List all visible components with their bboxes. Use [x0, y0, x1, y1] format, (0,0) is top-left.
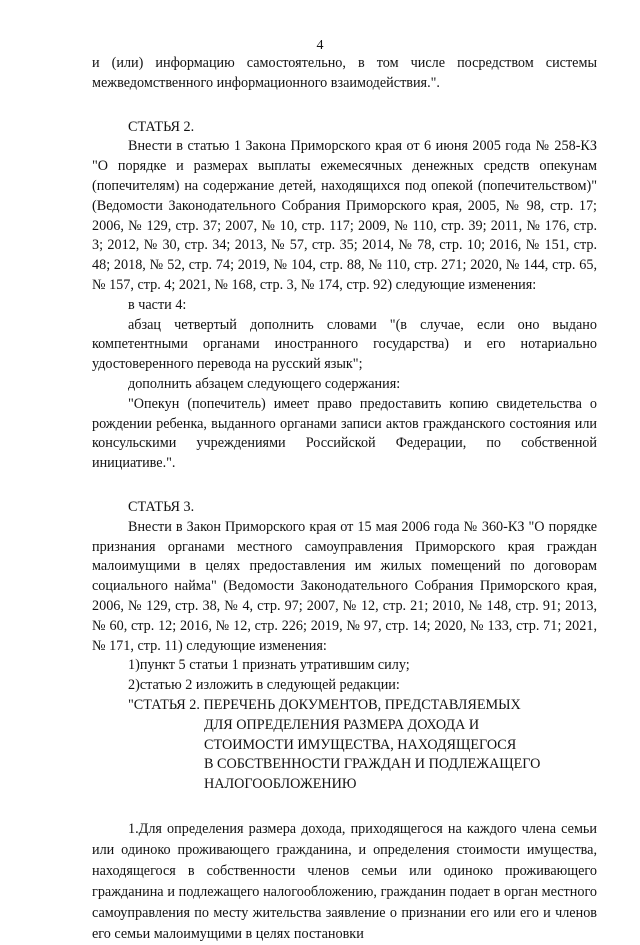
- article-2-abz4: абзац четвертый дополнить словами "(в случае, если оно выдано компетентными органами иностранного государства) и его нотариально удостоверенного перевода на русский язык";: [92, 316, 597, 373]
- article-2-quote: "Опекун (попечитель) имеет право предоставить копию свидетельства о рождении ребенка, выданного органами записи актов гражданского состояния или консульскими учреждениями Российской Федерации, по собственной инициативе.".: [92, 395, 597, 472]
- article-2-add-abz: дополнить абзацем следующего содержания:: [128, 375, 401, 392]
- title-line-2: ДЛЯ ОПРЕДЕЛЕНИЯ РАЗМЕРА ДОХОДА И: [204, 716, 480, 733]
- title-line-1: "СТАТЬЯ 2. ПЕРЕЧЕНЬ ДОКУМЕНТОВ, ПРЕДСТАВЛЯЕМЫХ: [128, 696, 521, 713]
- title-line-4: В СОБСТВЕННОСТИ ГРАЖДАН И ПОДЛЕЖАЩЕГО: [204, 756, 541, 773]
- article-3-item1: 1)пункт 5 статьи 1 признать утратившим силу;: [128, 657, 410, 674]
- page-number: 4: [316, 38, 324, 53]
- article-2-part4: в части 4:: [128, 296, 187, 313]
- document-body: [92, 54, 597, 945]
- title-line-3: СТОИМОСТИ ИМУЩЕСТВА, НАХОДЯЩЕГОСЯ: [204, 736, 517, 753]
- article-2-new-title: [92, 696, 597, 795]
- article-3-item2: 2)статью 2 изложить в следующей редакции:: [128, 677, 400, 694]
- intro-paragraph: и (или) информацию самостоятельно, в том числе посредством системы межведомственного информационного взаимодействия.".: [92, 55, 597, 91]
- article-3-lead: Внести в Закон Приморского края от 15 мая 2006 года № 360-КЗ "О порядке признания органами местного самоуправления Приморского края граждан малоимущими в целях предоставления им жилых помещений по договорам социального найма" (Ведомости Законодательного Собрания Приморского края, 2006, № 129, стр. 38, № 4, стр. 97; 2007, № 12, стр. 21; 2010, № 148, стр. 91; 2013, № 60, стр. 12; 2016, № 12, стр. 226; 2019, № 97, стр. 14; 2020, № 133, стр. 71; 2021, № 171, стр. 11) следующие изменения:: [92, 518, 597, 654]
- article-2-heading: СТАТЬЯ 2.: [128, 118, 195, 135]
- article-3-heading: СТАТЬЯ 3.: [128, 498, 195, 515]
- article-3-paragraph-1: 1.Для определения размера дохода, приходящегося на каждого члена семьи или одиноко проживающего гражданина, и определения стоимости имущества, находящегося в собственности членов семьи или одиноко проживающего гражданина и подлежащего налогообложению, гражданин подает в орган местного самоуправления по месту жительства заявление о признании его или его и членов его семьи малоимущими в целях постановки: [92, 820, 597, 942]
- article-2-lead: Внести в статью 1 Закона Приморского края от 6 июня 2005 года № 258-КЗ "О порядке и размерах выплаты ежемесячных денежных средств опекунам (попечителям) на содержание детей, находящихся под опекой (попечительством)" (Ведомости Законодательного Собрания Приморского края, 2005, № 98, стр. 17; 2006, № 129, стр. 37; 2007, № 10, стр. 117; 2009, № 110, стр. 39; 2011, № 176, стр. 3; 2012, № 30, стр. 34; 2013, № 57, стр. 35; 2014, № 78, стр. 10; 2016, № 151, стр. 48; 2018, № 52, стр. 74; 2019, № 104, стр. 88, № 110, стр. 271; 2020, № 144, стр. 65, № 157, стр. 4; 2021, № 168, стр. 3, № 174, стр. 92) следующие изменения:: [92, 138, 597, 293]
- title-line-5: НАЛОГООБЛОЖЕНИЮ: [204, 776, 357, 793]
